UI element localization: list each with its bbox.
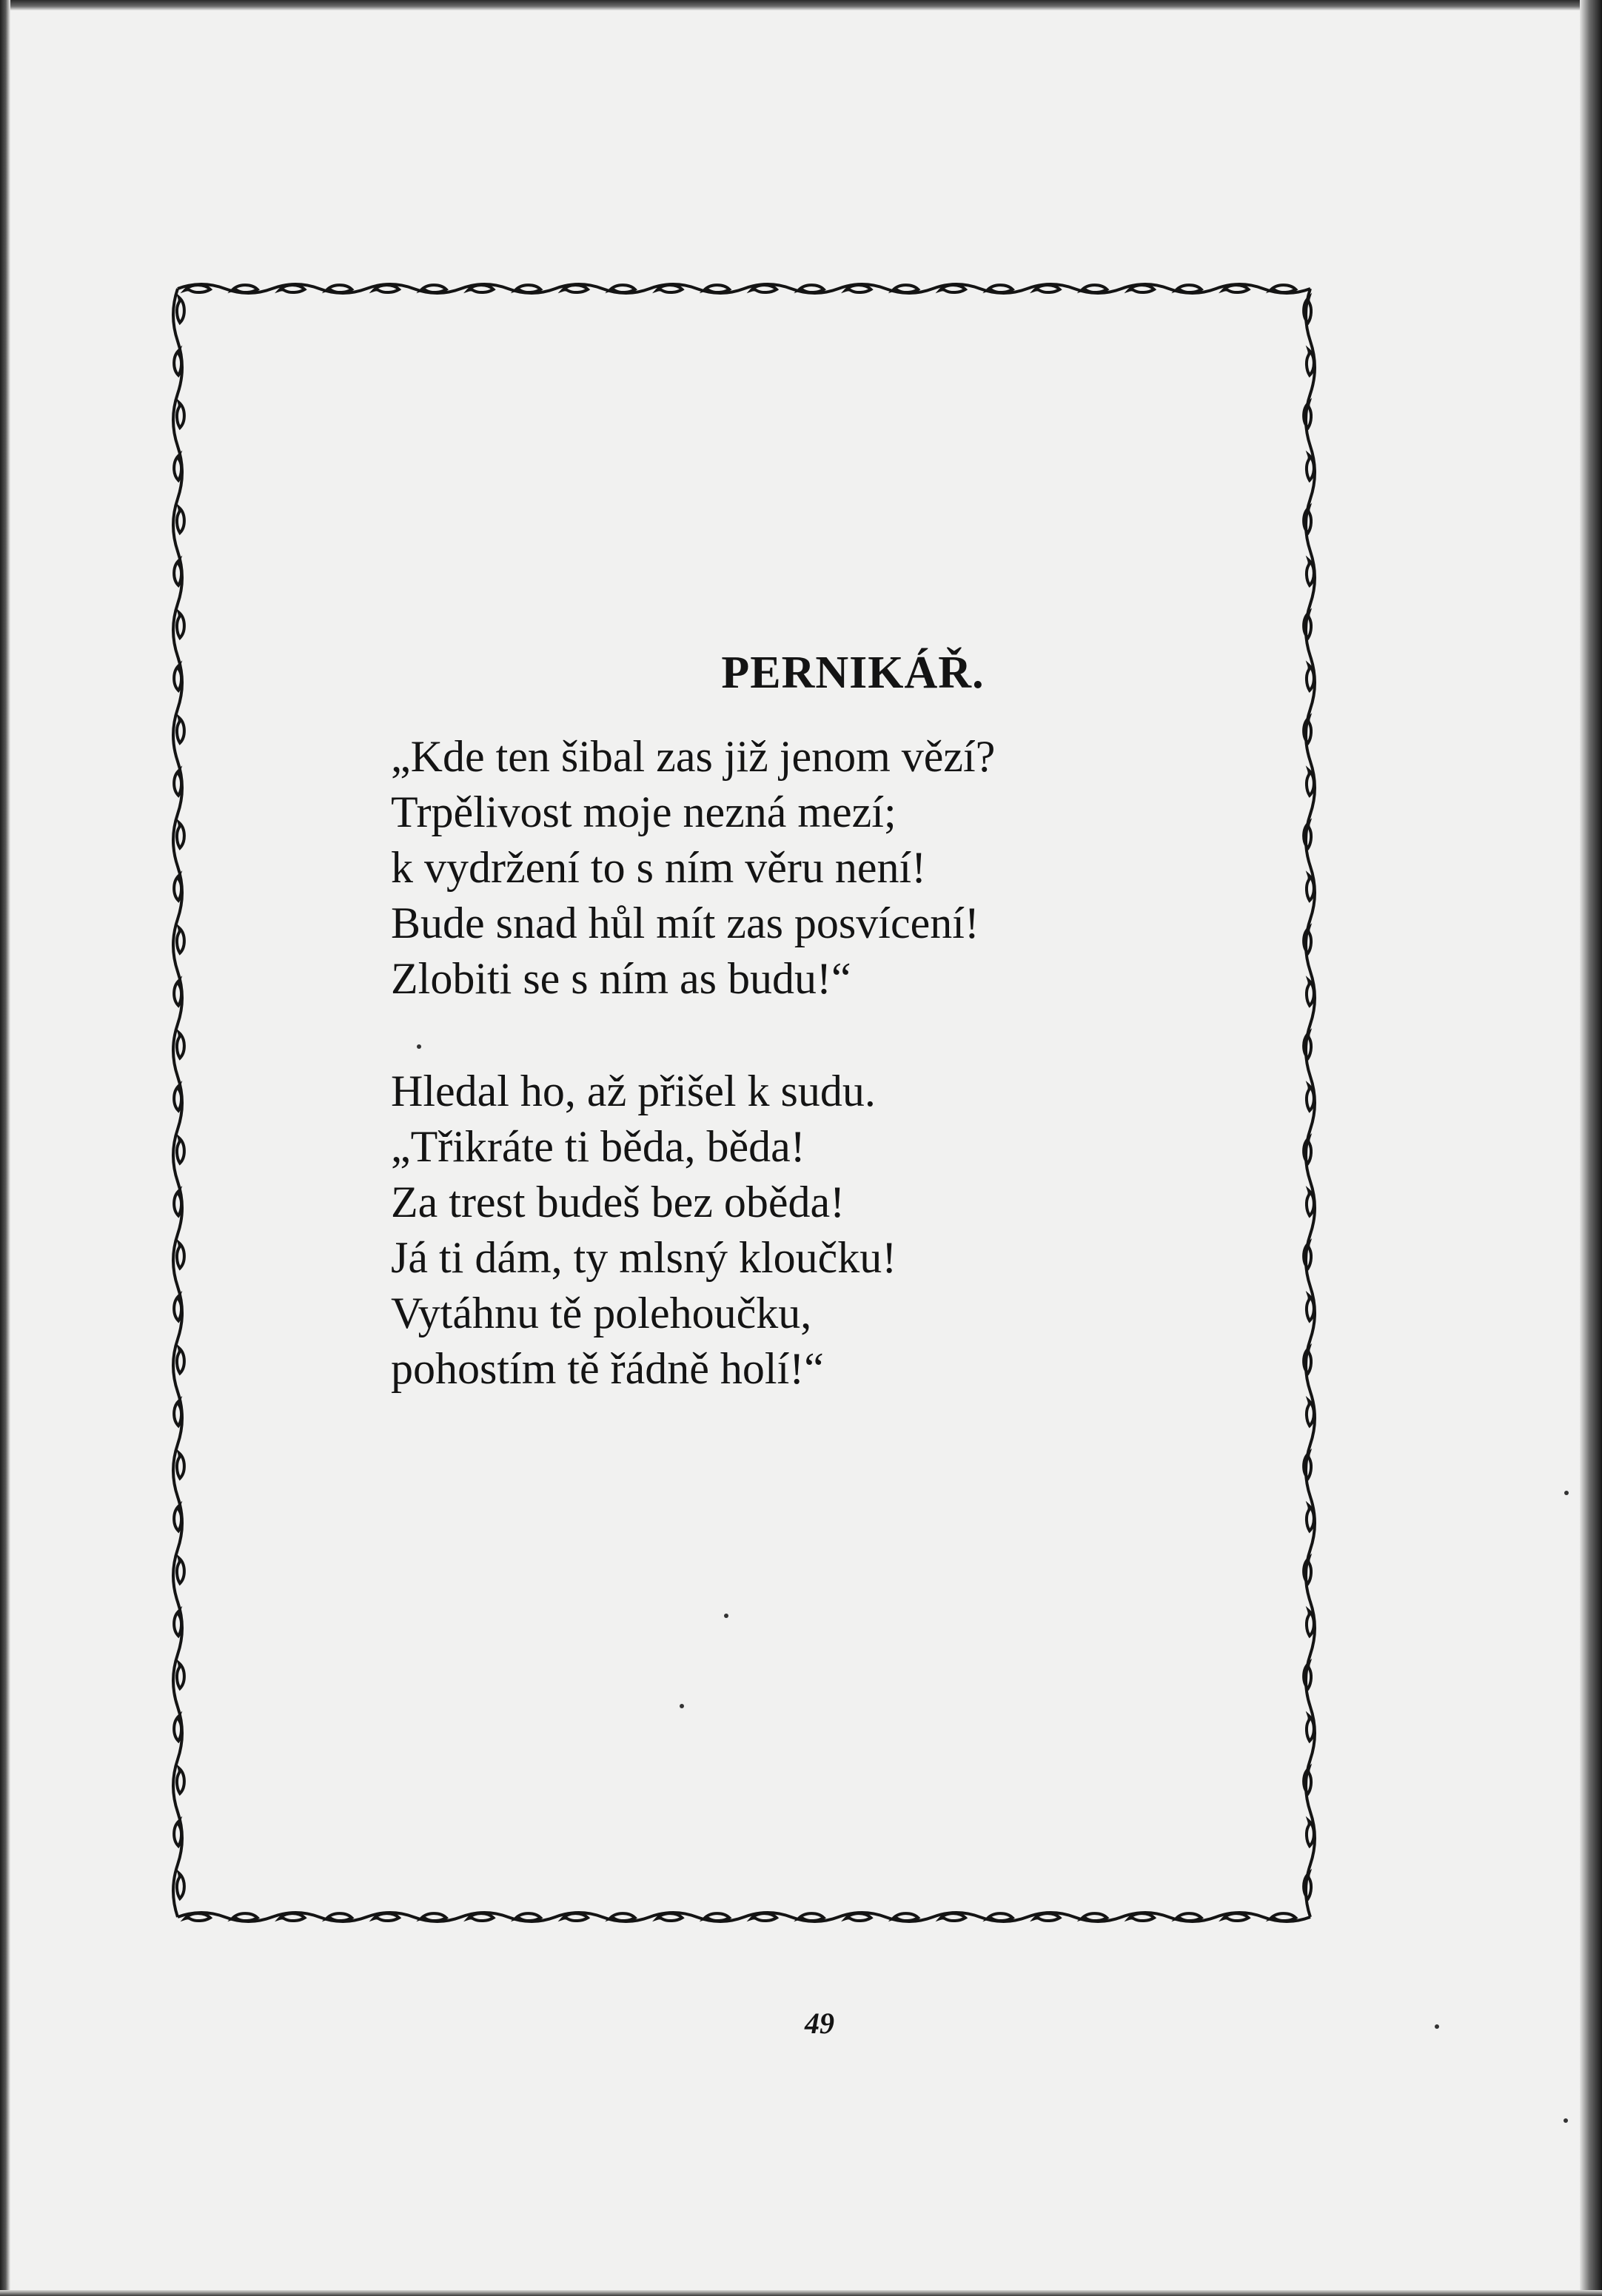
verse-line: „Kde ten šibal zas již jenom vězí? [391,732,996,781]
vine-leaf [232,285,258,292]
vine-leaf [988,285,1013,292]
vine-leaf [1307,1611,1314,1636]
vine-leaf [177,1873,184,1899]
vine-leaf [1307,1086,1314,1111]
vine-leaf [1307,1295,1314,1320]
vine-leaf [1176,1913,1202,1921]
vine-leaf [177,1138,184,1163]
scan-speck [1435,2024,1439,2029]
vine-leaf [1129,1913,1154,1921]
vine-leaf [177,298,184,323]
vine-leaf [326,1913,352,1921]
scan-edge-left [0,0,10,2296]
vine-leaf [515,285,540,292]
vine-leaf [1307,876,1314,901]
vine-leaf [177,1768,184,1793]
vine-leaf [1270,285,1296,292]
vine-leaf [280,285,305,292]
vine-leaf [177,1348,184,1373]
vine-leaf [177,823,184,848]
vine-leaf [177,613,184,638]
vine-leaf [1129,285,1154,292]
vine-leaf [893,1913,918,1921]
page-number: 49 [805,2007,834,2040]
vine-leaf [704,1913,729,1921]
vine-leaf [657,285,683,292]
vine-leaf [469,285,494,292]
scan-speck [1564,2118,1568,2123]
verse-line: Vytáhnu tě polehoučku, [391,1289,812,1337]
vine-leaf [177,928,184,953]
vine-leaf [940,1913,965,1921]
vine-leaf [1307,1821,1314,1846]
vine-leaf [988,1913,1013,1921]
vine-leaf [174,1611,181,1636]
vine-leaf [177,718,184,743]
vine-leaf [280,1913,305,1921]
vine-leaf [174,1400,181,1426]
vine-leaf [1307,1400,1314,1426]
vine-leaf [610,285,635,292]
vine-leaf [174,455,181,480]
vine-leaf [421,285,446,292]
vine-leaf [374,1913,399,1921]
vine-leaf [1307,560,1314,585]
vine-leaf [1307,981,1314,1006]
vine-leaf [185,1913,210,1921]
vine-leaf [893,285,918,292]
vine-leaf [1082,1913,1107,1921]
vine-leaf [1307,1506,1314,1531]
vine-leaf [174,1190,181,1215]
vine-leaf [174,1086,181,1111]
vine-leaf [177,508,184,533]
vine-leaf [177,403,184,428]
vine-leaf [1224,285,1249,292]
vine-leaf [177,1558,184,1583]
vine-leaf [1307,350,1314,375]
vine-leaf [177,1663,184,1688]
scan-edge-right [1580,0,1602,2296]
vine-leaf [1307,1190,1314,1215]
vine-leaf [704,285,729,292]
vine-leaf [177,1033,184,1058]
vine-leaf [751,285,777,292]
vine-leaf [799,285,824,292]
vine-leaf [174,560,181,585]
vine-leaf [846,285,871,292]
verse-line: Zlobiti se s ním as budu!“ [391,954,851,1003]
verse-line: pohostím tě řádně holí!“ [391,1344,824,1393]
vine-leaf [1035,1913,1060,1921]
stanza-2 [391,1064,896,1397]
vine-leaf [1307,455,1314,480]
vine-leaf [1035,285,1060,292]
vine-leaf [232,1913,258,1921]
vine-leaf [846,1913,871,1921]
vine-leaf [657,1913,683,1921]
verse-line: k vydržení to s ním věru není! [391,843,927,892]
verse-line: Za trest budeš bez oběda! [391,1178,845,1226]
vine-leaf [174,1295,181,1320]
vine-leaf [610,1913,635,1921]
verse-line: Bude snad hůl mít zas posvícení! [391,899,979,947]
vine-leaf [421,1913,446,1921]
vine-leaf [185,285,210,292]
vine-leaf [177,1453,184,1478]
vine-leaf [1224,1913,1249,1921]
vine-leaf [515,1913,540,1921]
scan-edge-bottom [0,2290,1602,2296]
vine-leaf [1270,1913,1296,1921]
vine-leaf [326,285,352,292]
vine-leaf [174,771,181,796]
vine-leaf [469,1913,494,1921]
vine-leaf [1307,1716,1314,1741]
vine-leaf [177,1243,184,1268]
scan-edge-top [0,0,1602,10]
verse-line: Trpělivost moje nezná mezí; [391,788,896,836]
verse-line: Hledal ho, až přišel k sudu. [391,1067,876,1115]
scan-speck [1564,1491,1569,1495]
vine-leaf [374,285,399,292]
vine-leaf [563,285,588,292]
stanza-1 [391,729,995,1007]
vine-leaf [1176,285,1202,292]
poem-title: PERNIKÁŘ. [721,647,985,698]
vine-leaf [174,981,181,1006]
vine-leaf [174,876,181,901]
vine-leaf [174,350,181,375]
vine-leaf [174,1821,181,1846]
vine-leaf [751,1913,777,1921]
vine-leaf [563,1913,588,1921]
scan-speck [724,1614,728,1618]
scan-speck [417,1044,421,1049]
vine-leaf [1082,285,1107,292]
vine-leaf [1307,771,1314,796]
vine-leaf [799,1913,824,1921]
scan-speck [680,1704,684,1708]
verse-line: Já ti dám, ty mlsný kloučku! [391,1233,897,1282]
vine-leaf [940,285,965,292]
vine-leaf [174,1716,181,1741]
verse-line: „Třikráte ti běda, běda! [391,1122,805,1171]
vine-leaf [174,1506,181,1531]
